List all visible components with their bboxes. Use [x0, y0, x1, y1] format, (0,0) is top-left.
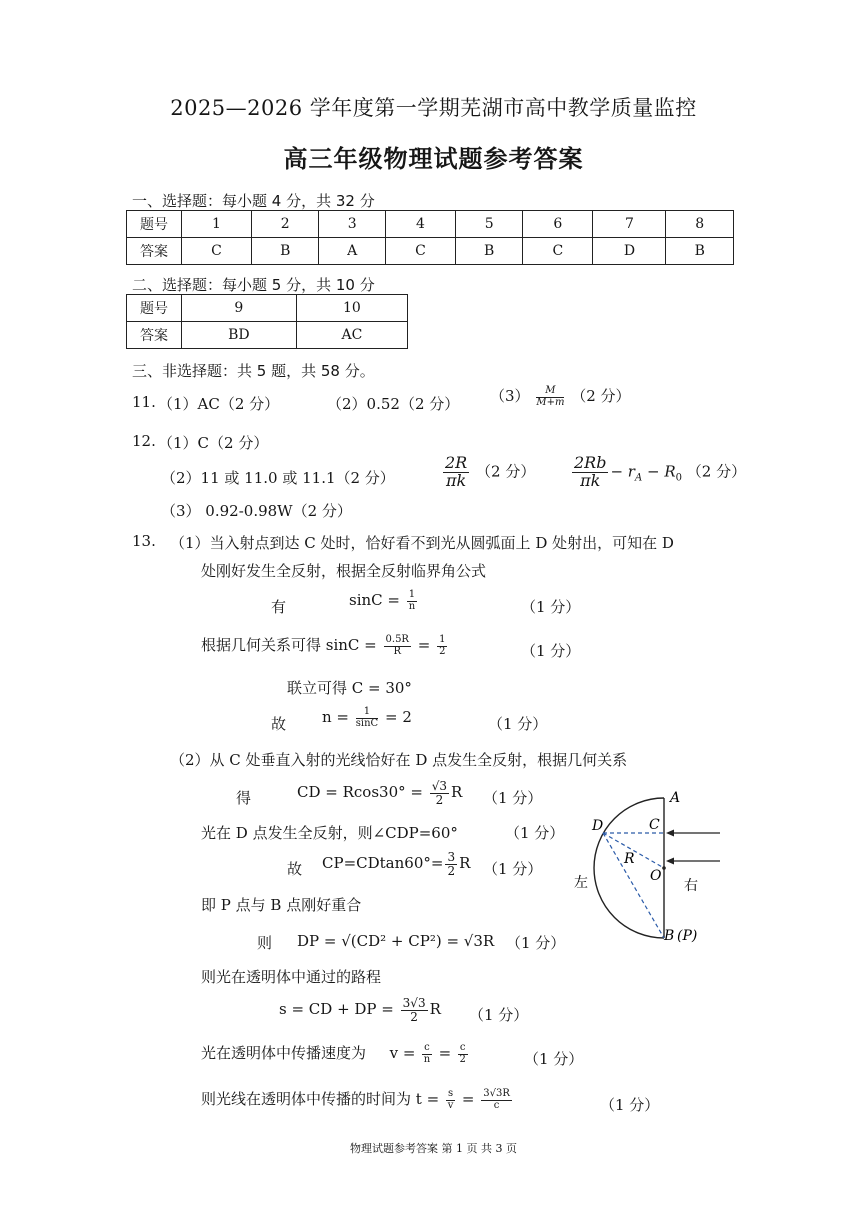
q12-part2-formula-c [570, 455, 746, 490]
q11-part2: （2）0.52（2 分） [327, 395, 460, 413]
fraction [384, 635, 411, 657]
fraction-denominator: πk [580, 470, 601, 490]
formula-text: CP=CDtan60°= [322, 854, 444, 873]
formula-text: sinC = [349, 591, 400, 609]
table-cell: A [319, 238, 385, 265]
formula-text: R [451, 783, 463, 802]
formula-text: R [429, 1000, 441, 1019]
q12-fraction-c [572, 455, 608, 490]
q13-m4: 即 P 点与 B 点刚好重合 [201, 896, 362, 914]
table-cell: 8 [666, 211, 734, 238]
section-1-heading: 一、选择题：每小题 4 分，共 32 分 [132, 192, 375, 210]
fraction-denominator: c [493, 1099, 500, 1111]
fraction-numerator: M [536, 386, 564, 398]
table-row [127, 211, 734, 238]
q12-formula-subscript: A [634, 472, 643, 484]
q11-part3-prefix: （3） [490, 387, 530, 405]
fraction-numerator: 2R [445, 453, 468, 472]
q13-m5-score: （1 分） [506, 934, 566, 952]
fraction [481, 1089, 512, 1111]
fraction-denominator: 2 [435, 792, 444, 807]
q12-part2c-score: （2 分） [686, 462, 747, 481]
fraction-denominator: 2 [410, 1009, 418, 1024]
q12-part2b-score: （2 分） [476, 462, 536, 481]
label-d: D [592, 818, 604, 834]
q12-part1: （1）C（2 分） [158, 434, 269, 452]
table-row [127, 322, 408, 349]
table-header-cell: 题号 [127, 211, 182, 238]
q13-line4-formula [322, 707, 412, 729]
table-cell: D [593, 238, 666, 265]
fraction-numerator: 0.5R [385, 634, 409, 645]
q12-part2: （2）11 或 11.0 或 11.1（2 分） [161, 469, 395, 487]
table-cell: 1 [182, 211, 252, 238]
formula-text: 根据几何关系可得 sinC = [201, 636, 377, 654]
q12-label: 12. [132, 432, 156, 450]
q11-part3 [490, 385, 631, 408]
table-header-cell: 题号 [127, 295, 182, 322]
fraction-numerator: s [447, 1088, 454, 1099]
table-cell: BD [182, 322, 297, 349]
fraction-numerator: 1 [408, 589, 416, 600]
table-cell: 3 [319, 211, 385, 238]
answer-table-2 [126, 294, 408, 349]
table-cell: C [182, 238, 252, 265]
q11-label: 11. [132, 393, 156, 411]
fraction [458, 1043, 468, 1065]
q13-m2-score: （1 分） [505, 824, 565, 842]
fraction-numerator: 3 [447, 850, 456, 864]
q13-part2-intro: （2）从 C 处垂直入射的光线恰好在 D 点发生全反射，根据几何关系 [170, 751, 628, 769]
center-point-o [662, 866, 666, 870]
fraction [446, 1089, 455, 1111]
fraction-numerator: 1 [439, 634, 446, 645]
table-row [127, 295, 408, 322]
fraction-numerator: 3√3R [483, 1088, 510, 1099]
fraction-numerator: 3√3 [402, 996, 426, 1010]
fraction-numerator: c [459, 1042, 466, 1053]
line-db [603, 833, 664, 938]
q12-part2-formula-b [441, 455, 535, 490]
q13-line2 [201, 634, 449, 657]
q12-formula-term: − r [610, 462, 635, 481]
q13-m1-score: （1 分） [483, 789, 543, 807]
label-p: (P) [677, 928, 698, 944]
q13-m1-prefix: 得 [236, 789, 252, 807]
table-row [127, 238, 734, 265]
q13-m3-formula [322, 851, 470, 877]
fraction-denominator: 2 [439, 645, 446, 657]
fraction-numerator: 2Rb [574, 453, 607, 472]
label-c: C [649, 817, 660, 833]
formula-text: 光在透明体中传播速度为 [201, 1044, 367, 1062]
table-cell: B [252, 238, 319, 265]
formula-text: = 2 [384, 708, 412, 726]
table-header-cell: 答案 [127, 238, 182, 265]
formula-text: R [459, 854, 471, 873]
fraction [437, 635, 447, 657]
fraction-denominator: 2 [459, 1053, 466, 1065]
q11-part3-score: （2 分） [571, 387, 631, 405]
table-cell: C [385, 238, 455, 265]
q13-line1-prefix: 有 [271, 598, 287, 616]
fraction-denominator: n [423, 1053, 431, 1065]
fraction-denominator: πk [446, 470, 467, 490]
q11-part1: （1）AC（2 分） [158, 395, 280, 413]
q13-line3: 联立可得 C = 30° [287, 679, 412, 697]
formula-text: = [417, 636, 431, 654]
fraction-denominator: n [408, 600, 416, 612]
label-left: 左 [574, 875, 588, 891]
table-cell: 5 [455, 211, 522, 238]
q13-line2-score: （1 分） [521, 642, 581, 660]
table-cell: B [455, 238, 522, 265]
q12-formula-term: − R [647, 462, 676, 481]
q13-m6: 则光在透明体中通过的路程 [201, 968, 382, 986]
exam-series-title: 2025—2026 学年度第一学期芜湖市高中教学质量监控 [170, 96, 697, 120]
q13-line1-score: （1 分） [521, 598, 581, 616]
page-footer: 物理试题参考答案 第 1 页 共 3 页 [350, 1142, 517, 1155]
formula-text: t = [415, 1090, 440, 1108]
formula-text: s = CD + DP = [279, 1000, 394, 1019]
fraction-numerator: √3 [431, 779, 448, 793]
q13-m8 [201, 1042, 470, 1065]
label-a: A [670, 790, 681, 806]
fraction [401, 997, 428, 1023]
table-cell: 9 [182, 295, 297, 322]
fraction-denominator: 2 [447, 863, 456, 878]
fraction-denominator: R [393, 645, 402, 657]
table-cell: 4 [385, 211, 455, 238]
table-cell: C [523, 238, 593, 265]
q12-part3: （3） 0.92-0.98W（2 分） [161, 502, 352, 520]
label-b: B [664, 928, 675, 944]
fraction-numerator: 1 [356, 707, 378, 719]
label-o: O [650, 868, 662, 884]
optics-diagram [560, 780, 860, 950]
fraction [430, 780, 449, 806]
q12-formula-subscript: 0 [675, 472, 683, 484]
q13-intro-line1: （1）当入射点到达 C 处时，恰好看不到光从圆弧面上 D 处射出，可知在 D [170, 534, 674, 552]
answer-table-1 [126, 210, 734, 265]
q13-m7-formula [279, 997, 441, 1023]
formula-text: 则光线在透明体中传播的时间为 [201, 1090, 412, 1108]
q13-intro-line2: 处刚好发生全反射，根据全反射临界角公式 [201, 562, 487, 580]
q13-line4-prefix: 故 [271, 715, 287, 733]
q13-m7-score: （1 分） [469, 1006, 529, 1024]
q12-fraction-b [443, 455, 469, 490]
label-right: 右 [684, 878, 698, 894]
q13-m5-prefix: 则 [257, 934, 273, 952]
section-3-heading: 三、非选择题：共 5 题，共 58 分。 [132, 362, 375, 380]
table-header-cell: 答案 [127, 322, 182, 349]
table-cell: 6 [523, 211, 593, 238]
q13-m1-formula [297, 780, 462, 806]
formula-text: = [461, 1090, 475, 1108]
arrow-head-icon [666, 858, 674, 865]
formula-text: = [438, 1044, 452, 1062]
q13-m3-score: （1 分） [483, 860, 543, 878]
section-2-heading: 二、选择题：每小题 5 分，共 10 分 [132, 276, 375, 294]
table-cell: B [666, 238, 734, 265]
fraction [445, 851, 457, 877]
q13-m9-score: （1 分） [600, 1096, 660, 1114]
arrow-head-icon [666, 830, 674, 837]
q13-label: 13. [132, 532, 156, 550]
q11-fraction [536, 386, 564, 408]
formula-text: v = [389, 1044, 416, 1062]
q13-line4-score: （1 分） [488, 715, 548, 733]
table-cell: 2 [252, 211, 319, 238]
q13-line1-formula [349, 590, 419, 612]
q13-m9 [201, 1088, 514, 1111]
q13-m3-prefix: 故 [287, 860, 303, 878]
q13-m8-score: （1 分） [524, 1050, 584, 1068]
table-cell: AC [296, 322, 407, 349]
q13-m5-formula: DP = √(CD² + CP²) = √3R [297, 932, 495, 950]
q13-m2: 光在 D 点发生全反射，则∠CDP=60° [201, 824, 458, 842]
fraction [422, 1043, 432, 1065]
fraction [356, 707, 378, 729]
formula-text: CD = Rcos30° = [297, 783, 423, 802]
fraction-numerator: c [424, 1042, 430, 1053]
fraction-denominator: sinC [355, 717, 379, 729]
page-title: 高三年级物理试题参考答案 [283, 145, 584, 173]
label-r: R [624, 851, 635, 867]
fraction-denominator: v [447, 1099, 454, 1111]
table-cell: 7 [593, 211, 666, 238]
table-cell: 10 [296, 295, 407, 322]
fraction-denominator: M+m [536, 396, 565, 408]
formula-text: n = [322, 708, 349, 726]
fraction [407, 590, 417, 612]
